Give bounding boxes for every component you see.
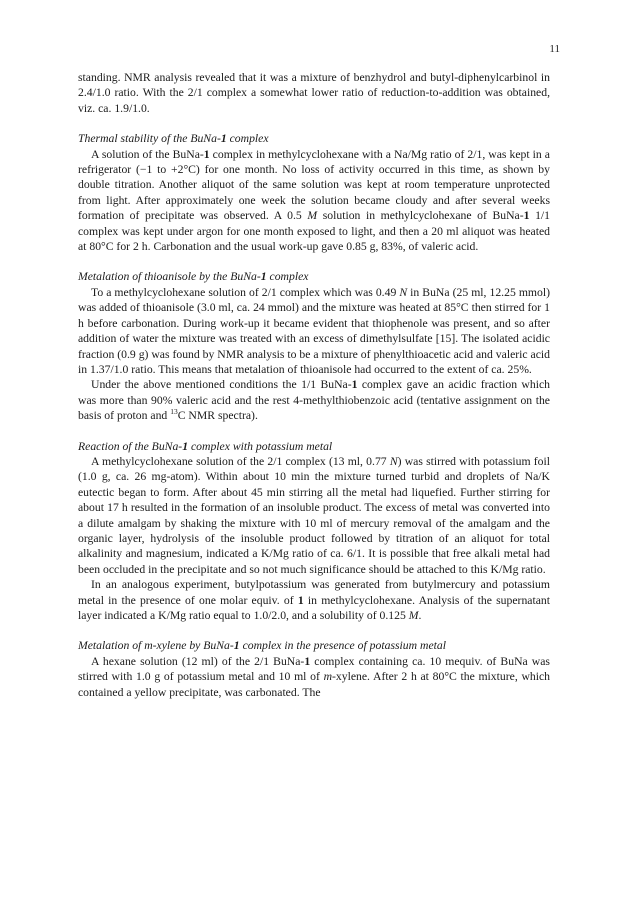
section-heading-thioanisole [78, 269, 550, 284]
text-run: To a methylcyclohexane solution of 2/1 complex which was 0.49 [91, 285, 400, 299]
compound-number: 1 [304, 654, 311, 668]
compound-number: 1 [233, 639, 240, 653]
compound-number: 1 [203, 147, 210, 161]
text-run: standing. NMR analysis revealed that it was a mixture of benzhydrol and butyl-diphenylcarbinol in 2.4/1.0 ratio. With the 2/1 complex a somewhat lower ratio of reduction-to-addition was obtained, viz. ca. 1.9/1.0. [78, 71, 550, 115]
compound-number: 1 [297, 593, 304, 607]
page-number: 11 [549, 43, 560, 55]
text-run: . [418, 609, 422, 622]
text-run: complex in the presence of potassium metal [239, 639, 446, 653]
text-run: Thermal stability of the BuNa- [78, 132, 221, 146]
text-run: in BuNa (25 ml, 12.25 mmol) was added of thioanisole (3.0 ml, ca. 24 mmol) and the mixture was heated at 85°C then stirred for 1 h before carbonation. During work-up it became evident that thiophenole was present, and so after addition of water the mixture was treated with an excess of dimethylsulfate [15]. The isolated acidic fraction (0.9 g) was found by NMR analysis to be a mixture of phenylthioacetic acid and valeric acid in 1.37/1.0 ratio. This means that metalation of thioanisole had occurred to the extent of ca. 25%. [78, 285, 550, 376]
text-run: Metalation of thioanisole by the BuNa- [78, 270, 261, 284]
text-run: in methylcyclohexane. Analysis of the supernatant layer indicated a K/Mg ratio equal to 1.0/2.0, and a solubility of 0.125 [78, 593, 550, 622]
paragraph-m-xylene [78, 654, 550, 700]
text-run: In an analogous experiment, butylpotassium was generated from butylmercury and potassium metal in the presence of one molar equiv. of [78, 578, 550, 607]
text-run: -xylene. After 2 h at 80°C the mixture, which contained a yellow precipitate, was carbonated. The [78, 670, 551, 699]
paragraph-thioanisole-2 [78, 377, 550, 423]
text-run: complex gave an acidic fraction which was more than 90% valeric acid and the rest 4-methylthiobenzoic acid (tentative assignment on the basis of proton and [78, 378, 550, 423]
section-heading-thermal-stability [78, 131, 550, 146]
compound-number: 1 [260, 270, 267, 284]
text-run: C NMR spectra). [177, 409, 258, 423]
paragraph-thioanisole [78, 285, 550, 377]
section-heading-potassium [78, 439, 550, 454]
unit-italic: N [389, 454, 398, 468]
compound-number: 1 [351, 378, 358, 392]
text-run: A methylcyclohexane solution of the 2/1 complex (13 ml, 0.77 [91, 454, 390, 468]
text-run: solution in methylcyclohexane of BuNa- [317, 209, 524, 223]
text-run: complex with potassium metal [188, 439, 333, 453]
text-run: complex [266, 270, 309, 284]
paragraph-thermal-stability [78, 147, 550, 255]
compound-number: 1 [523, 209, 530, 223]
unit-italic: N [399, 285, 408, 299]
text-italic: m [323, 670, 333, 684]
text-run: Under the above mentioned conditions the 1/1 BuNa- [91, 378, 352, 392]
text-run: complex containing ca. 10 mequiv. of BuNa was stirred with 1.0 g of potassium metal and 10 ml of [78, 654, 550, 684]
text-run: Reaction of the BuNa- [78, 439, 183, 453]
compound-number: 1 [182, 439, 189, 453]
text-run: A hexane solution (12 ml) of the 2/1 BuNa- [91, 654, 305, 668]
paragraph-continuation [78, 70, 550, 116]
text-run: Metalation of m-xylene by BuNa- [78, 639, 234, 653]
body-text [78, 70, 550, 700]
unit-italic: M [408, 609, 419, 622]
paragraph-potassium [78, 454, 550, 577]
text-run: ) was stirred with potassium foil (1.0 g, ca. 26 mg-atom). Within about 10 min the mixture turned turbid and droplets of Na/K eutectic began to form. After about 45 min stirring all the metal had liquefied. Further stirring for about 17 h resulted in the formation of an insoluble product. The excess of metal was converted into a dilute amalgam by shaking the mixture with 10 ml of mercury removal of the amalgam and the organic layer, hydrolysis of the insoluble product followed by titration of an aliquot for total alkalinity and magnesium, indicated a K/Mg ratio of ca. 6/1. It is possible that free alkali metal had been occluded in the precipitate and so not much significance should be attached to this K/Mg ratio. [78, 454, 550, 576]
text-run: complex in methylcyclohexane with a Na/Mg ratio of 2/1, was kept in a refrigerator (−1 to +2°C) for one month. No loss of activity occurred in this time, as shown by double titration. Another aliquot of the same solution was kept at room temperature unprotected from light. After approximately one week the solution became cloudy and after several weeks formation of precipitate was observed. A 0.5 [78, 147, 550, 223]
section-heading-m-xylene [78, 638, 550, 653]
paragraph-potassium-2 [78, 577, 550, 623]
compound-number: 1 [220, 132, 227, 146]
text-run: A solution of the BuNa- [91, 147, 204, 161]
text-run: 1/1 complex was kept under argon for one month exposed to light, and then a 20 ml aliquot was heated at 80°C for 2 h. Carbonation and the usual work-up gave 0.85 g, 83%, of valeric acid. [78, 209, 550, 254]
text-run: complex [226, 132, 269, 146]
superscript: 13 [170, 407, 178, 417]
unit-italic: M [307, 209, 318, 223]
